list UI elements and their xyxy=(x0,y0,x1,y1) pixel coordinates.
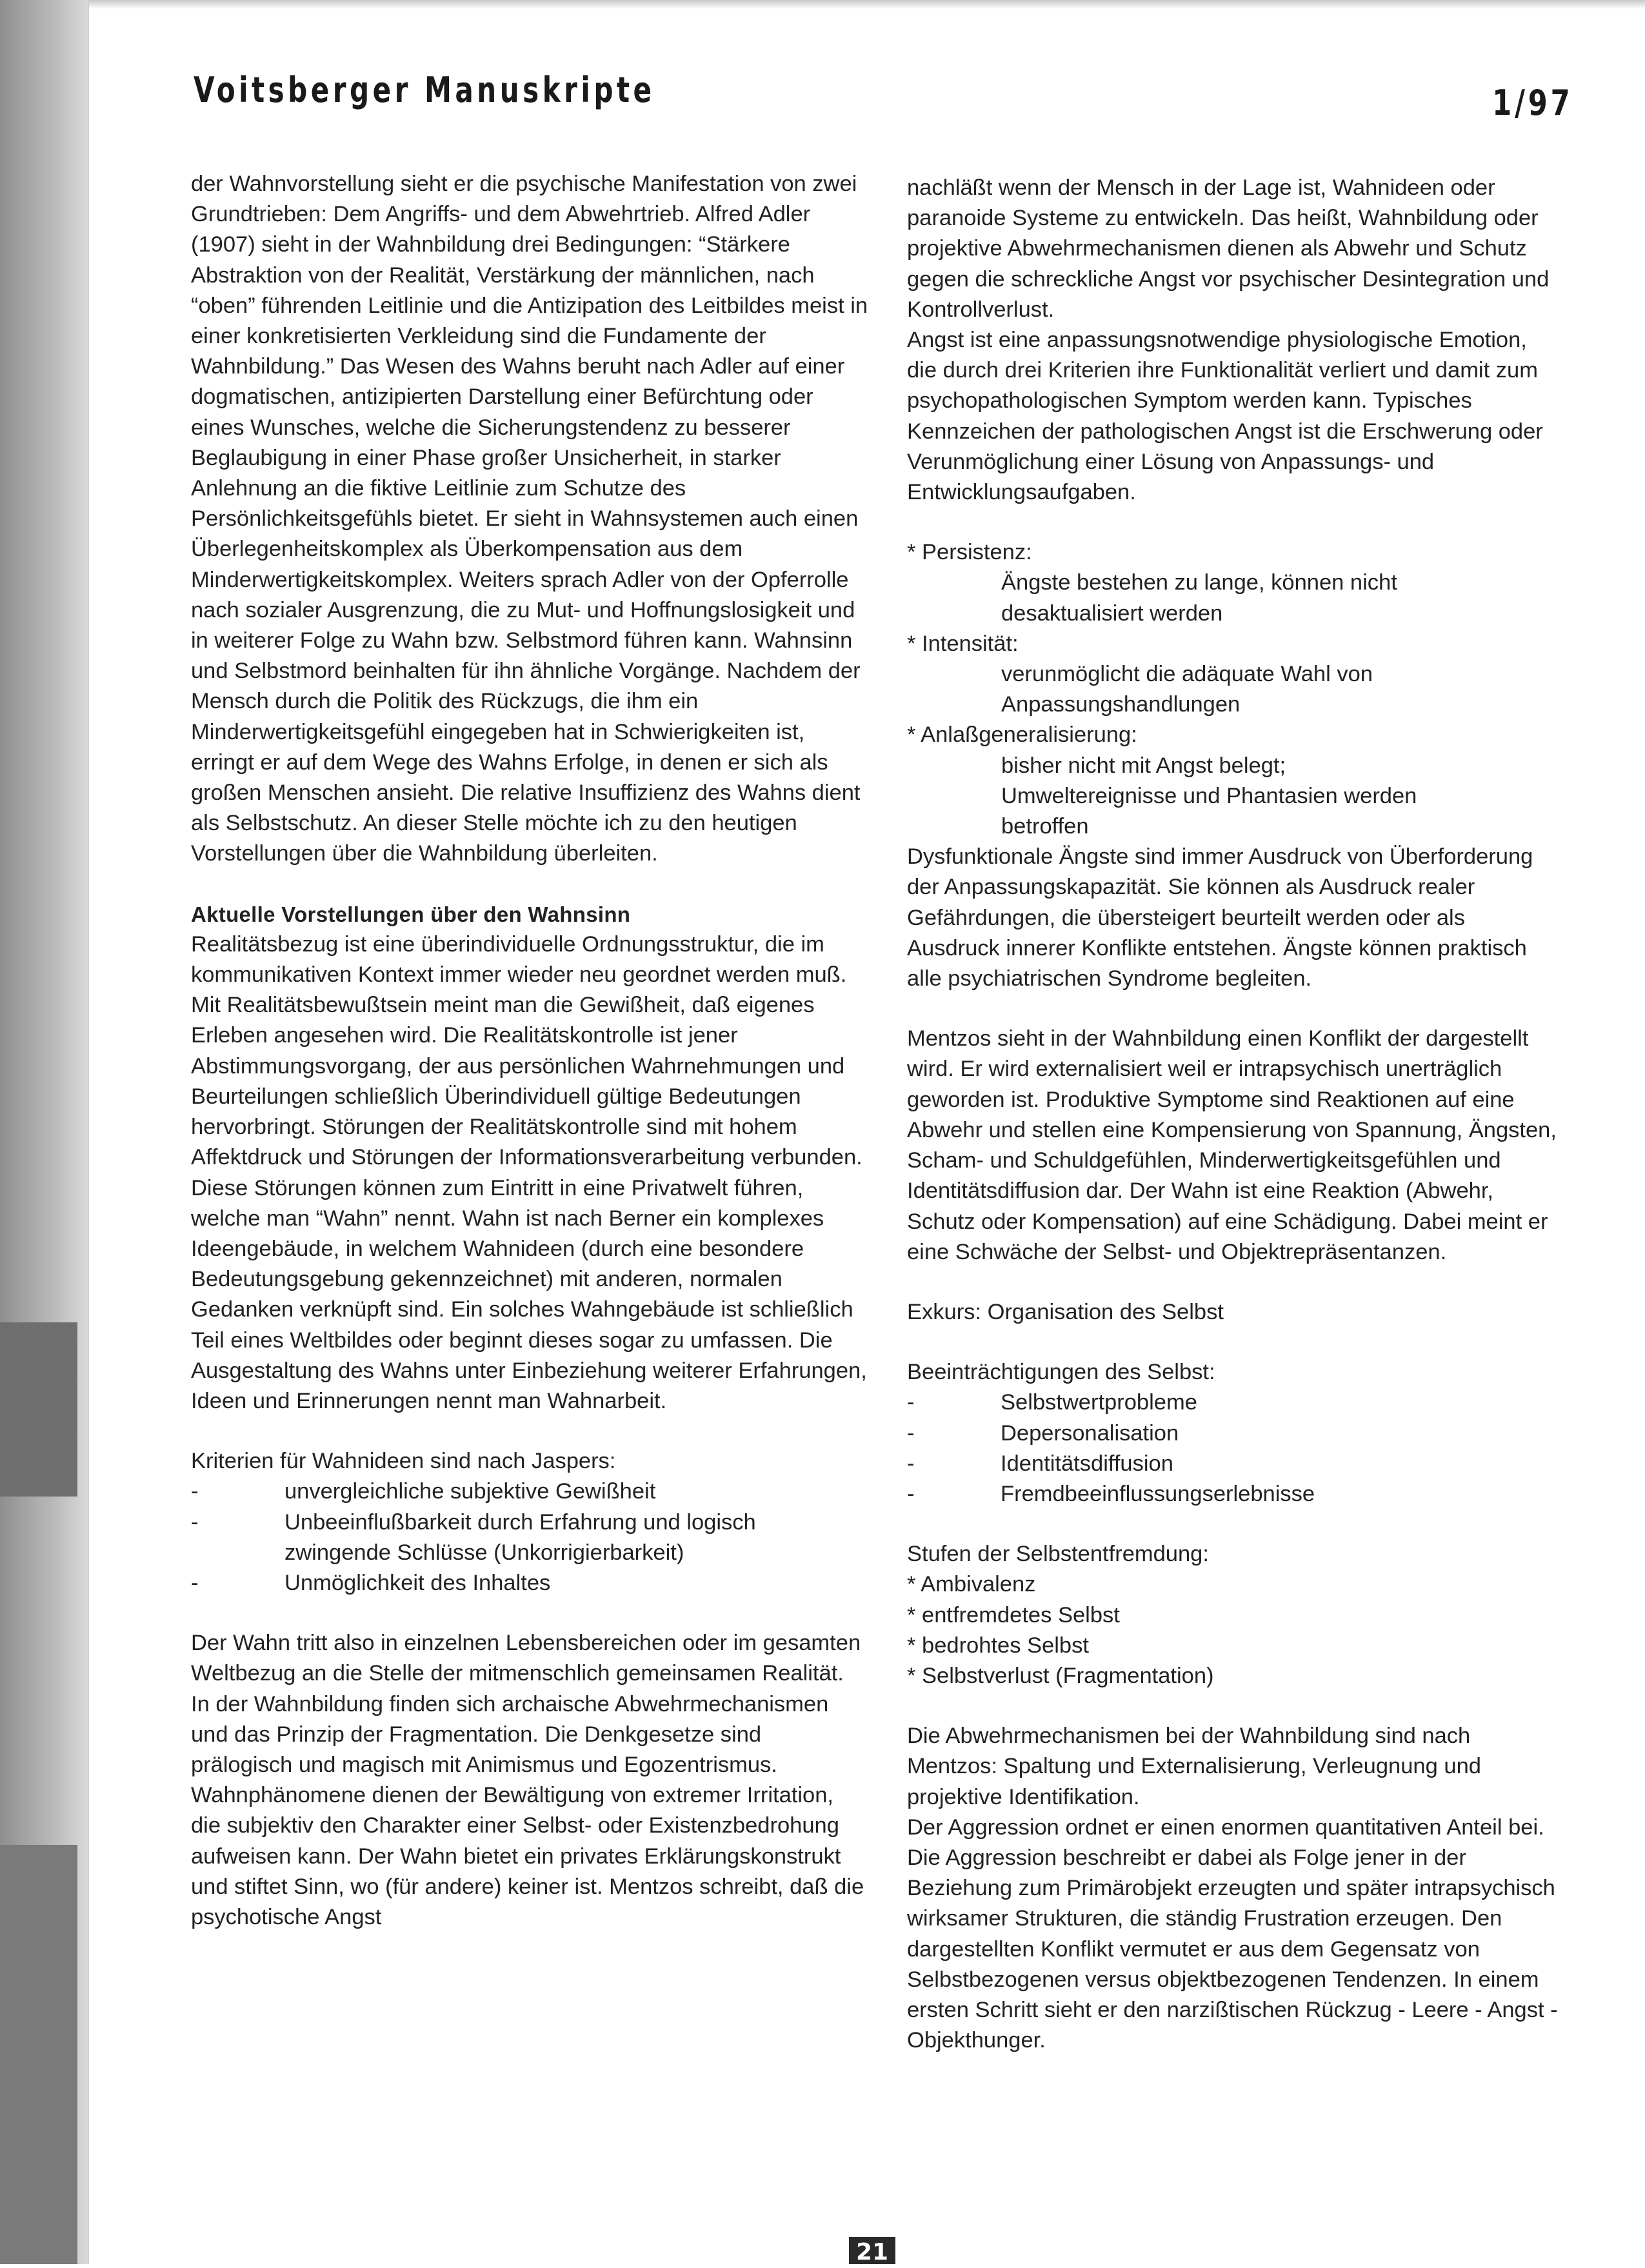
criterion-label: * Persistenz: xyxy=(907,540,1032,565)
criterion-description xyxy=(907,751,1559,842)
scan-edge-shadow xyxy=(0,1845,77,2264)
criterion-line: desaktualisiert werden xyxy=(1001,601,1223,626)
criterion-line: Umweltereignisse und Phantasien werden xyxy=(1001,783,1417,808)
left-column xyxy=(191,169,868,1933)
list-item xyxy=(907,1388,1559,1418)
list-item-text: Unbeeinflußbarkeit durch Erfahrung und logisch zwingende Schlüsse (Unkorrigierbarkeit) xyxy=(284,1509,756,1565)
paragraph: der Wahnvorstellung sieht er die psychische Manifestation von zwei Grundtrieben: Dem Angriffs- und dem Abwehrtrieb. Alfred Adler (1907) sieht in der Wahnbildung drei Bedingungen: “Stärkere Abstraktion von der Realität, Verstärkung der männlichen, nach “oben” führenden Leitlinie und die Antizipation des Leitbildes meist in einer konkretisierten Verkleidung sind die Fundamente der Wahnbildung.” Das Wesen des Wahns beruht nach Adler auf einer dogmatischen, antizipierten Darstellung einer Befürchtung oder eines Wunsches, welche die Sicherungstendenz zu besserer Beglaubigung in einer Phase großer Unsicherheit, in starker Anlehnung an die fiktive Leitlinie zum Schutze des Persönlichkeitsgefühls bietet. Er sieht in Wahnsystemen auch einen Überlegenheitskomplex als Überkompensation aus dem Minderwertigkeitskomplex. Weiters sprach Adler von der Opferrolle nach sozialer Ausgrenzung, die zu Mut- und Hoffnungslosigkeit und in weiterer Folge zu Wahn bzw. Selbstmord führen kann. Wahnsinn und Selbstmord beinhalten für ihn ähnliche Vorgänge. Nachdem der Mensch durch die Politik des Rückzugs, die ihm ein Minderwertigkeitsgefühl eingegeben hat in Schwierigkeiten ist, erringt er auf dem Wege des Wahns Erfolge, in denen er sich als großen Menschen ansieht. Die relative Insuffizienz des Wahns dient als Selbstschutz. An dieser Stelle möchte ich zu den heutigen Vorstellungen über die Wahnbildung überleiten. xyxy=(191,172,868,866)
list-item: * Selbstverlust (Fragmentation) xyxy=(907,1663,1214,1688)
criteria-intro: Kriterien für Wahnideen sind nach Jaspers: xyxy=(191,1449,616,1474)
paragraph: Der Aggression ordnet er einen enormen quantitativen Anteil bei. Die Aggression beschreibt er dabei als Folge jener in der Beziehung zum Primärobjekt erzeugten und später intrapsychisch wirksamer Strukturen, die ständig Frustration erzeugen. Den dargestellten Konflikt vermutet er aus dem Gegensatz von Selbstbezogenen versus objektbezogenen Tendenzen. In einem ersten Schritt sieht er den narzißtischen Rückzug - Leere - Angst - Objekthunger. xyxy=(907,1815,1558,2053)
list-item-text: Identitätsdiffusion xyxy=(1001,1451,1173,1476)
spacer xyxy=(191,870,868,899)
scan-edge xyxy=(0,0,88,2264)
list-item xyxy=(907,1479,1559,1509)
list-item-text: Depersonalisation xyxy=(1001,1420,1179,1446)
list-item: * entfremdetes Selbst xyxy=(907,1602,1120,1627)
page-number: 21 xyxy=(849,2237,895,2264)
paragraph: Dysfunktionale Ängste sind immer Ausdruck von Überforderung der Anpassungskapazität. Sie können als Ausdruck realer Gefährdungen, die übersteigert beurteilt werden oder als Ausdruck innerer Konflikte entstehen. Ängste können praktisch alle psychiatrischen Syndrome begleiten. xyxy=(907,844,1533,991)
spacer xyxy=(191,1417,868,1446)
list-dash: - xyxy=(907,1420,915,1446)
stages-intro: Stufen der Selbstentfremdung: xyxy=(907,1542,1209,1567)
criterion-line: Anpassungshandlungen xyxy=(1001,692,1241,717)
criterion-line: Ängste bestehen zu lange, können nicht xyxy=(1001,570,1397,595)
list-item xyxy=(191,1507,868,1568)
right-column xyxy=(907,173,1559,2056)
list-item-text: Unmöglichkeit des Inhaltes xyxy=(284,1570,551,1595)
criterion-line: betroffen xyxy=(1001,814,1089,839)
journal-title: Voitsberger Manuskripte xyxy=(194,70,655,110)
impairments-intro: Beeinträchtigungen des Selbst: xyxy=(907,1360,1215,1385)
list-dash: - xyxy=(191,1479,199,1504)
paragraph: Realitätsbezug ist eine überindividuelle Ordnungsstruktur, die im kommunikativen Kontext immer wieder neu geordnet werden muß. Mit Realitätsbewußtsein meint man die Gewißheit, daß eigenes Erleben angesehen wird. Die Realitätskontrolle ist jener Abstimmungsvorgang, der aus persönlichen Wahrnehmungen und Beurteilungen schließlich Überindividuell gültige Bedeutungen hervorbringt. Störungen der Realitätskontrolle sind mit hohem Affektdruck und Störungen der Informationsverarbeitung verbunden. Diese Störungen können zum Eintritt in eine Privatwelt führen, welche man “Wahn” nennt. Wahn ist nach Berner ein komplexes Ideengebäude, in welchem Wahnideen (durch eine besondere Bedeutungsgebung gekennzeichnet) mit anderen, normalen Gedanken verknüpft sind. Ein solches Wahngebäude ist schließlich Teil eines Weltbildes oder beginnt dieses sogar zu umfassen. Die Ausgestaltung des Wahns unter Einbeziehung weiterer Erfahrungen, Ideen und Erinnerungen nennt man Wahnarbeit. xyxy=(191,931,867,1413)
spacer xyxy=(907,994,1559,1024)
paragraph: Die Abwehrmechanismen bei der Wahnbildung sind nach Mentzos: Spaltung und Externalisierung, Verleugnung und projektive Identifikation. xyxy=(907,1724,1481,1809)
spacer xyxy=(907,1328,1559,1357)
list-item: * Ambivalenz xyxy=(907,1572,1036,1597)
criterion-label: * Intensität: xyxy=(907,631,1019,656)
spacer xyxy=(907,1691,1559,1721)
list-item: * bedrohtes Selbst xyxy=(907,1633,1089,1658)
list-dash: - xyxy=(907,1481,915,1506)
spacer xyxy=(191,1598,868,1628)
list-item-text: unvergleichliche subjektive Gewißheit xyxy=(284,1479,656,1504)
scan-edge-shadow xyxy=(0,1322,77,1497)
list-item xyxy=(191,1477,868,1507)
spacer xyxy=(907,1509,1559,1539)
criterion-description xyxy=(907,659,1559,720)
criterion-line: bisher nicht mit Angst belegt; xyxy=(1001,753,1286,778)
list-dash: - xyxy=(191,1570,199,1595)
paragraph: Mentzos sieht in der Wahnbildung einen Konflikt der dargestellt wird. Er wird externalisiert weil er intrapsychisch unerträglich geworden ist. Produktive Symptome sind Reaktionen auf eine Abwehr und stellen eine Kompensierung von Spannung, Ängsten, Scham- und Schuldgefühlen, Minderwertigkeitsgefühlen und Identitätsdiffusion dar. Der Wahn ist eine Reaktion (Abwehr, Schutz oder Kompensation) auf eine Schädigung. Dabei meint er eine Schwäche der Selbst- und Objektrepräsentanzen. xyxy=(907,1026,1557,1264)
page-top-shadow xyxy=(89,0,1645,9)
list-item-text: Fremdbeeinflussungserlebnisse xyxy=(1001,1481,1315,1506)
list-item xyxy=(907,1418,1559,1449)
spacer xyxy=(907,508,1559,537)
list-dash: - xyxy=(907,1390,915,1415)
list-dash: - xyxy=(191,1509,199,1535)
issue-number: 1/97 xyxy=(1491,83,1573,123)
criterion-label: * Anlaßgeneralisierung: xyxy=(907,722,1137,748)
paragraph: Angst ist eine anpassungsnotwendige physiologische Emotion, die durch drei Kriterien ihre Funktionalität verliert und damit zum psychopathologischen Symptom werden kann. Typisches Kennzeichen der pathologischen Angst ist die Erschwerung oder Verunmöglichung einer Lösung von Anpassungs- und Entwicklungsaufgaben. xyxy=(907,328,1543,505)
list-item xyxy=(907,1449,1559,1479)
list-item-text: Selbstwertprobleme xyxy=(1001,1390,1197,1415)
spacer xyxy=(907,1268,1559,1297)
list-dash: - xyxy=(907,1451,915,1476)
list-item xyxy=(191,1568,868,1598)
paragraph: nachläßt wenn der Mensch in der Lage ist, Wahnideen oder paranoide Systeme zu entwickeln. Das heißt, Wahnbildung oder projektive Abwehrmechanismen dienen als Abwehr und Schutz gegen die schreckliche Angst vor psychischer Desintegration und Kontrollverlust. xyxy=(907,175,1550,322)
criterion-description xyxy=(907,568,1559,628)
paragraph: Der Wahn tritt also in einzelnen Lebensbereichen oder im gesamten Weltbezug an die Stelle der mitmenschlich gemeinsamen Realität. In der Wahnbildung finden sich archaische Abwehrmechanismen und das Prinzip der Fragmentation. Die Denkgesetze sind prälogisch und magisch mit Animismus und Egozentrismus. Wahnphänomene dienen der Bewältigung von extremer Irritation, die subjektiv den Charakter einer Selbst- oder Existenzbedrohung aufweisen kann. Der Wahn bietet ein privates Erklärungskonstrukt und stiftet Sinn, wo (für andere) keiner ist. Mentzos schreibt, daß die psychotische Angst xyxy=(191,1631,864,1929)
section-heading: Aktuelle Vorstellungen über den Wahnsinn xyxy=(191,902,631,926)
criterion-line: verunmöglicht die adäquate Wahl von xyxy=(1001,662,1373,687)
exkurs-heading: Exkurs: Organisation des Selbst xyxy=(907,1299,1224,1324)
